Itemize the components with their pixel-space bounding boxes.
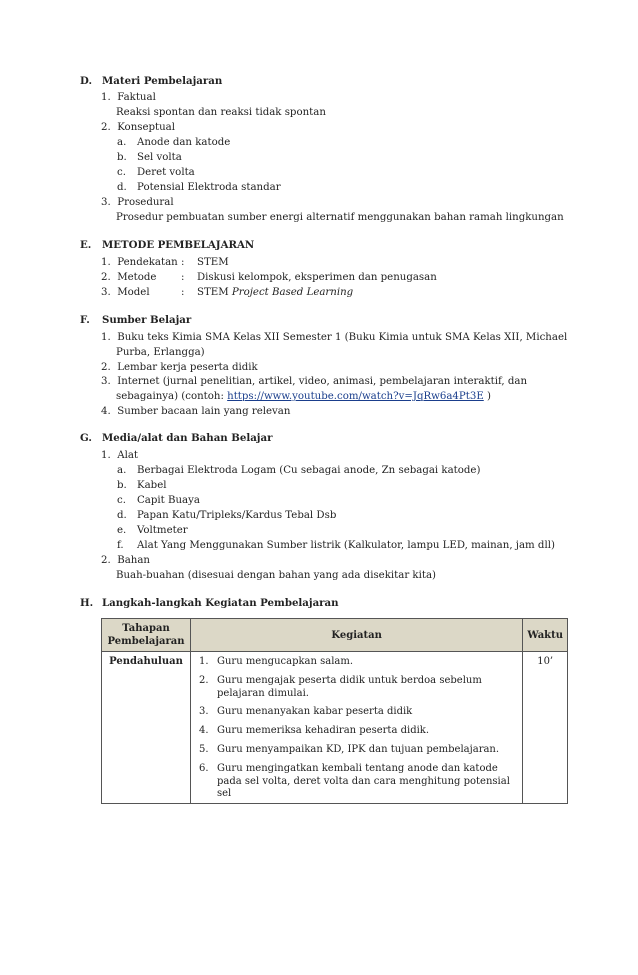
section-e bbox=[80, 238, 580, 253]
activity-item: 6. Guru mengingatkan kembali tentang anode dan katode pada sel volta, deret volta dan cara menghitung potensial sel bbox=[199, 762, 510, 800]
method-row: 2. Metode : Diskusi kelompok, eksperimen dan penugasan bbox=[101, 272, 437, 283]
activity-item: 1. Guru mengucapkan salam. bbox=[199, 656, 354, 667]
source-item: 2. Lembar kerja peserta didik bbox=[101, 362, 258, 373]
stage-cell: Pendahuluan bbox=[102, 652, 191, 804]
table-row bbox=[102, 652, 568, 804]
sub-item: a. Berbagai Elektroda Logam (Cu sebagai anode, Zn sebagai katode) bbox=[117, 465, 481, 476]
youtube-link[interactable]: https://www.youtube.com/watch?v=JqRw6a4Pt3E bbox=[227, 391, 484, 402]
method-row: 3. Model : STEM Project Based Learning bbox=[101, 287, 354, 298]
sub-item: b. Kabel bbox=[117, 480, 167, 491]
time-cell: 10’ bbox=[523, 652, 568, 804]
section-g bbox=[80, 431, 580, 446]
source-item: 3. Internet (jurnal penelitian, artikel, video, animasi, pembelajaran interaktif, dan bbox=[101, 376, 528, 387]
sub-item: e. Voltmeter bbox=[117, 525, 188, 536]
sub-item: f. Alat Yang Menggunakan Sumber listrik (Kalkulator, lampu LED, mainan, jam dll) bbox=[117, 540, 555, 551]
sub-item: c. Deret volta bbox=[117, 167, 195, 178]
activity-item: 2. Guru mengajak peserta didik untuk berdoa sebelum pelajaran dimulai. bbox=[199, 674, 482, 699]
source-item-cont: Purba, Erlangga) bbox=[116, 347, 205, 358]
list-item: 2. Konseptual bbox=[101, 122, 176, 133]
section-e-heading: E. METODE PEMBELAJARAN bbox=[80, 239, 255, 251]
header-time: Waktu bbox=[523, 619, 568, 652]
activity-item: 4. Guru memeriksa kehadiran peserta didik. bbox=[199, 725, 430, 737]
list-item: 2. Bahan bbox=[101, 555, 150, 566]
sub-item: a. Anode dan katode bbox=[117, 137, 231, 148]
activity-table bbox=[101, 618, 568, 804]
section-d bbox=[80, 74, 580, 89]
sub-item: d. Potensial Elektroda standar bbox=[117, 182, 281, 193]
section-d-heading: D. Materi Pembelajaran bbox=[80, 75, 223, 87]
source-item: 4. Sumber bacaan lain yang relevan bbox=[101, 406, 291, 417]
section-f-heading: F. Sumber Belajar bbox=[80, 314, 192, 326]
list-item: 1. Faktual bbox=[101, 92, 156, 103]
source-item: 1. Buku teks Kimia SMA Kelas XII Semester 1 (Buku Kimia untuk SMA Kelas XII, Michael bbox=[101, 332, 568, 343]
sub-item: d. Papan Katu/Tripleks/Kardus Tebal Dsb bbox=[117, 510, 337, 521]
list-item-detail: Prosedur pembuatan sumber energi alternatif menggunakan bahan ramah lingkungan bbox=[116, 212, 564, 223]
header-activity: Kegiatan bbox=[191, 619, 523, 652]
activity-item: 5. Guru menyampaikan KD, IPK dan tujuan pembelajaran. bbox=[199, 743, 500, 755]
source-item-cont: sebagainya) (contoh: https://www.youtube.com/watch?v=JqRw6a4Pt3E ) bbox=[116, 391, 491, 402]
method-row: 1. Pendekatan : STEM bbox=[101, 257, 229, 268]
list-item: 3. Prosedural bbox=[101, 197, 174, 208]
section-h bbox=[80, 596, 580, 611]
activity-cell bbox=[191, 652, 523, 804]
section-g-heading: G. Media/alat dan Bahan Belajar bbox=[80, 432, 273, 444]
list-item: 1. Alat bbox=[101, 450, 139, 461]
section-f bbox=[80, 313, 580, 328]
sub-item: c. Capit Buaya bbox=[117, 495, 200, 506]
header-stage: Tahapan Pembelajaran bbox=[102, 619, 191, 652]
list-item-detail: Reaksi spontan dan reaksi tidak spontan bbox=[116, 107, 326, 118]
list-item-detail: Buah-buahan (disesuai dengan bahan yang ada disekitar kita) bbox=[116, 570, 436, 581]
sub-item: b. Sel volta bbox=[117, 152, 182, 163]
activity-item: 3. Guru menanyakan kabar peserta didik bbox=[199, 706, 413, 718]
section-h-heading: H. Langkah-langkah Kegiatan Pembelajaran bbox=[80, 597, 339, 609]
